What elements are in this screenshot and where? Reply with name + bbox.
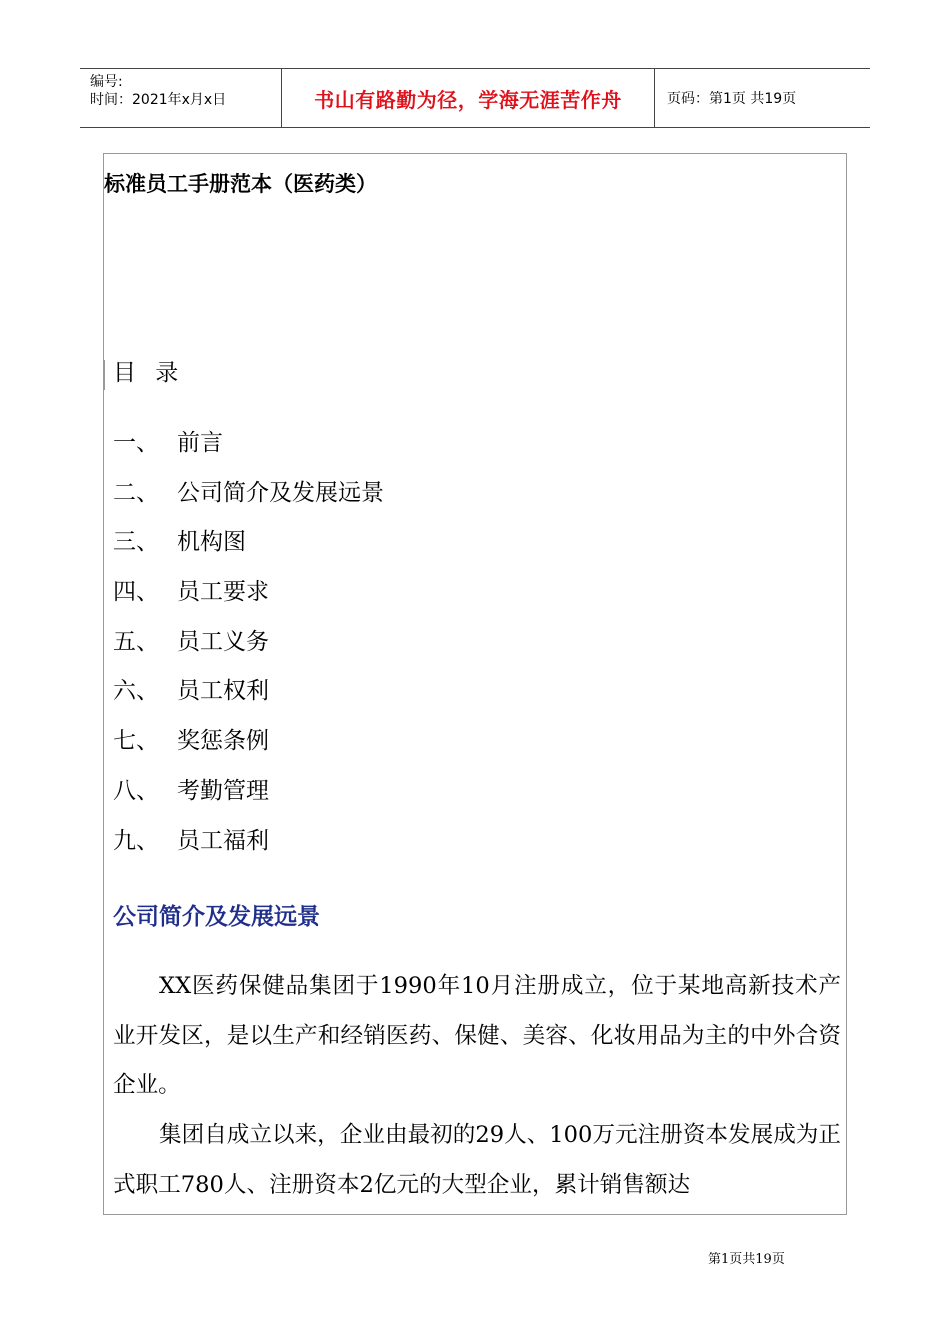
document-title: 标准员工手册范本（医药类） [104,172,377,196]
section-heading: 公司简介及发展远景 [113,904,320,930]
toc-item-label: 员工权利 [177,678,269,705]
toc-item [113,523,384,573]
toc-item [113,672,384,722]
toc-heading: 目 录 [113,360,185,386]
toc-item [113,424,384,474]
toc-item-number: 八、 [113,777,159,804]
page-footer: 第1页共19页 [708,1252,785,1267]
toc-item [113,722,384,772]
toc-item [113,623,384,673]
toc-item [113,573,384,623]
toc-item-label: 考勤管理 [177,777,269,804]
toc-item-number: 四、 [113,579,159,606]
document-body [103,153,847,1215]
toc-item-number: 一、 [113,430,159,456]
toc-item-number: 九、 [113,827,159,854]
toc-item-label: 奖惩条例 [177,728,269,755]
toc-item [113,474,384,524]
motto-text: 书山有路勤为径，学海无涯苦作舟 [314,87,622,112]
header-motto-cell [282,69,655,127]
toc-item-label: 机构图 [177,529,246,556]
page-label: 页码：第1页 共19页 [667,91,797,107]
table-of-contents [113,424,384,871]
toc-item [113,822,384,872]
date-label: 时间：2021年x月x日 [90,92,227,108]
toc-item-label: 员工义务 [177,628,269,655]
toc-item-number: 五、 [113,628,159,655]
toc-item [113,772,384,822]
toc-item-number: 七、 [113,728,159,755]
toc-item-label: 员工福利 [177,827,269,854]
text-cursor-mark [104,360,105,390]
toc-item-label: 员工要求 [177,579,269,606]
toc-item-label: 公司简介及发展远景 [177,479,384,506]
toc-item-number: 三、 [113,529,159,556]
page-header [80,68,870,128]
header-meta [80,69,282,127]
toc-item-label: 前言 [177,430,223,456]
body-paragraph: 集团自成立以来，企业由最初的29人、100万元注册资本发展成为正式职工780人、注册资本2亿元的大型企业，累计销售额达 [113,1122,841,1198]
body-paragraph: XX医药保健品集团于1990年10月注册成立，位于某地高新技术产业开发区，是以生产和经销医药、保健、美容、化妆用品为主的中外合资企业。 [113,973,841,1098]
toc-item-number: 二、 [113,479,159,506]
header-page-cell [655,69,870,127]
number-label: 编号: [90,74,123,90]
toc-item-number: 六、 [113,678,159,705]
